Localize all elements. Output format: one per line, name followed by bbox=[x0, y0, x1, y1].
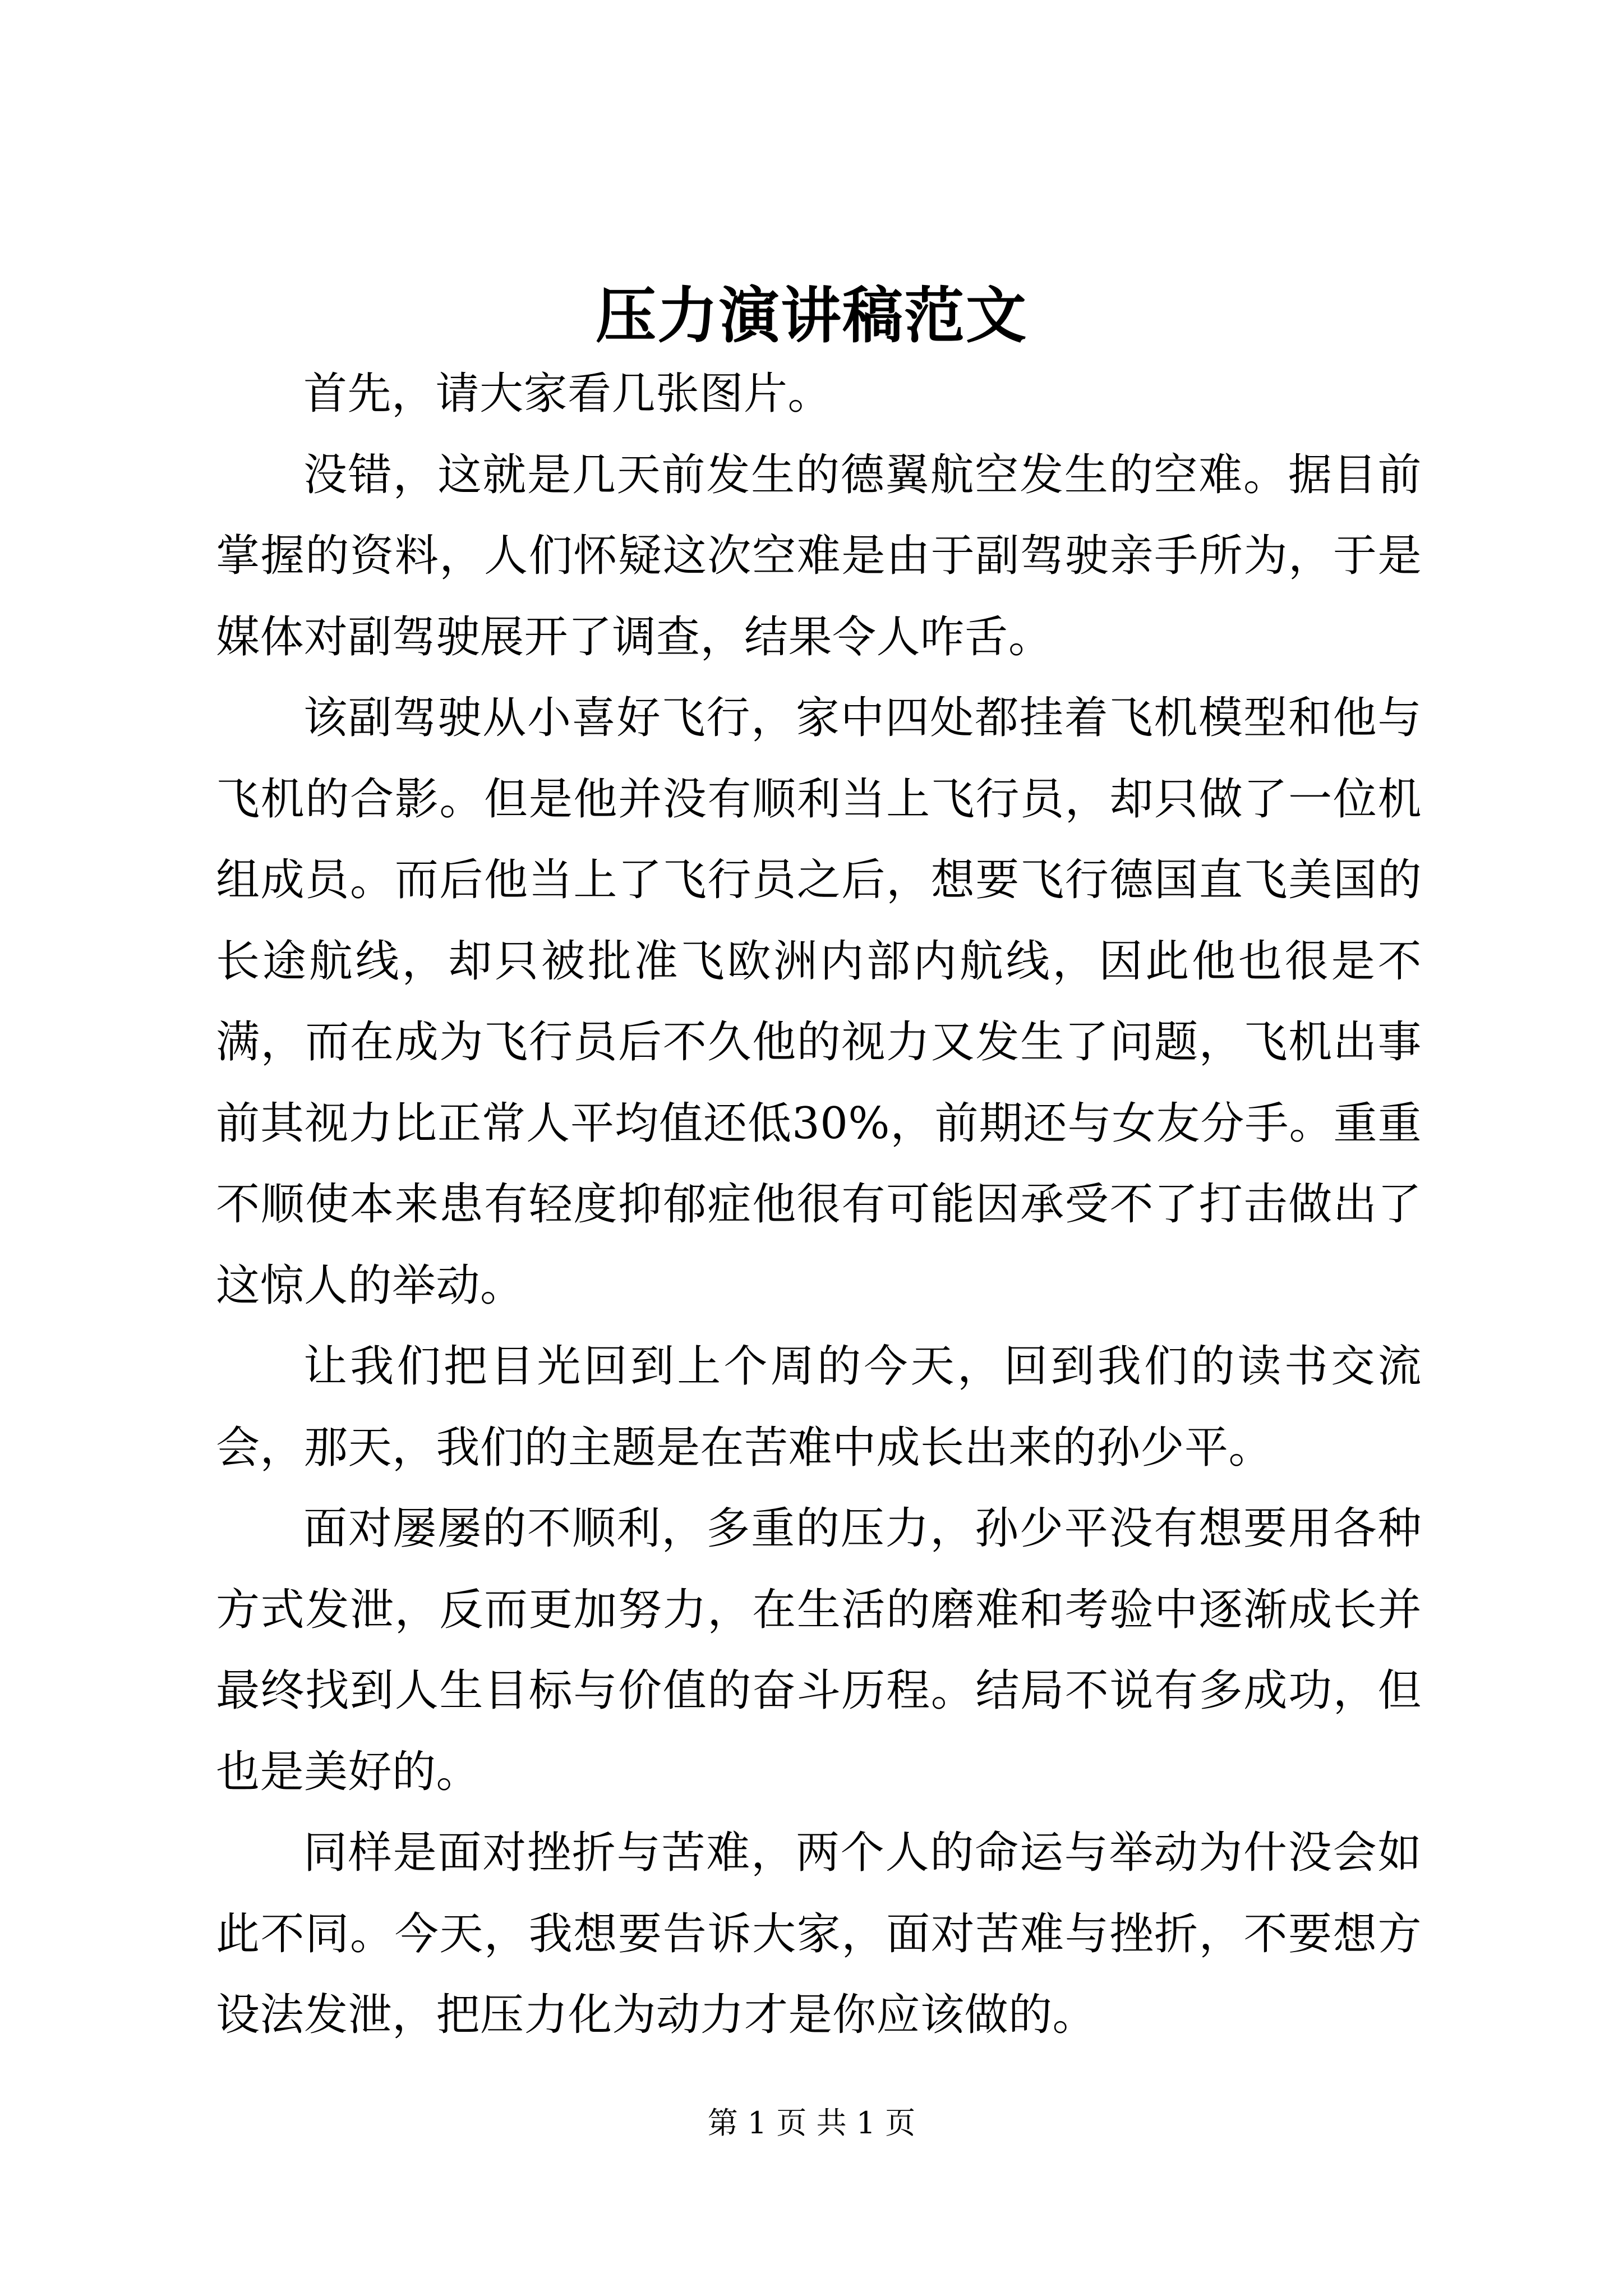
paragraph: 首先，请大家看几张图片。 bbox=[303, 369, 832, 419]
paragraph: 同样是面对挫折与苦难，两个人的命运与举动为什没会如此不同。今天，我想要告诉大家，面对苦难与挫折，不要想方设法发泄，把压力化为动力才是你应该做的。 bbox=[216, 1828, 1422, 2040]
document-body bbox=[216, 353, 1422, 2056]
paragraph: 该副驾驶从小喜好飞行，家中四处都挂着飞机模型和他与飞机的合影。但是他并没有顺利当上飞行员，却只做了一位机组成员。而后他当上了飞行员之后，想要飞行德国直飞美国的长途航线，却只被批准飞欧洲内部内航线，因此他也很是不满，而在成为飞行员后不久他的视力又发生了问题，飞机出事前其视力比正常人平均值还低30%，前期还与女友分手。重重不顺使本来患有轻度抑郁症他很有可能因承受不了打击做出了这惊人的举动。 bbox=[216, 693, 1422, 1311]
paragraph: 没错，这就是几天前发生的德翼航空发生的空难。据目前掌握的资料，人们怀疑这次空难是由于副驾驶亲手所为，于是媒体对副驾驶展开了调查，结果令人咋舌。 bbox=[216, 449, 1422, 662]
paragraph: 让我们把目光回到上个周的今天，回到我们的读书交流会，那天，我们的主题是在苦难中成长出来的孙少平。 bbox=[216, 1341, 1422, 1473]
document-title: 压力演讲稿范文 bbox=[595, 280, 1027, 351]
page-number-footer: 第 1 页 共 1 页 bbox=[707, 2105, 916, 2141]
paragraph: 面对屡屡的不顺利，多重的压力，孙少平没有想要用各种方式发泄，反而更加努力，在生活的磨难和考验中逐渐成长并最终找到人生目标与价值的奋斗历程。结局不说有多成功，但也是美好的。 bbox=[216, 1503, 1422, 1797]
